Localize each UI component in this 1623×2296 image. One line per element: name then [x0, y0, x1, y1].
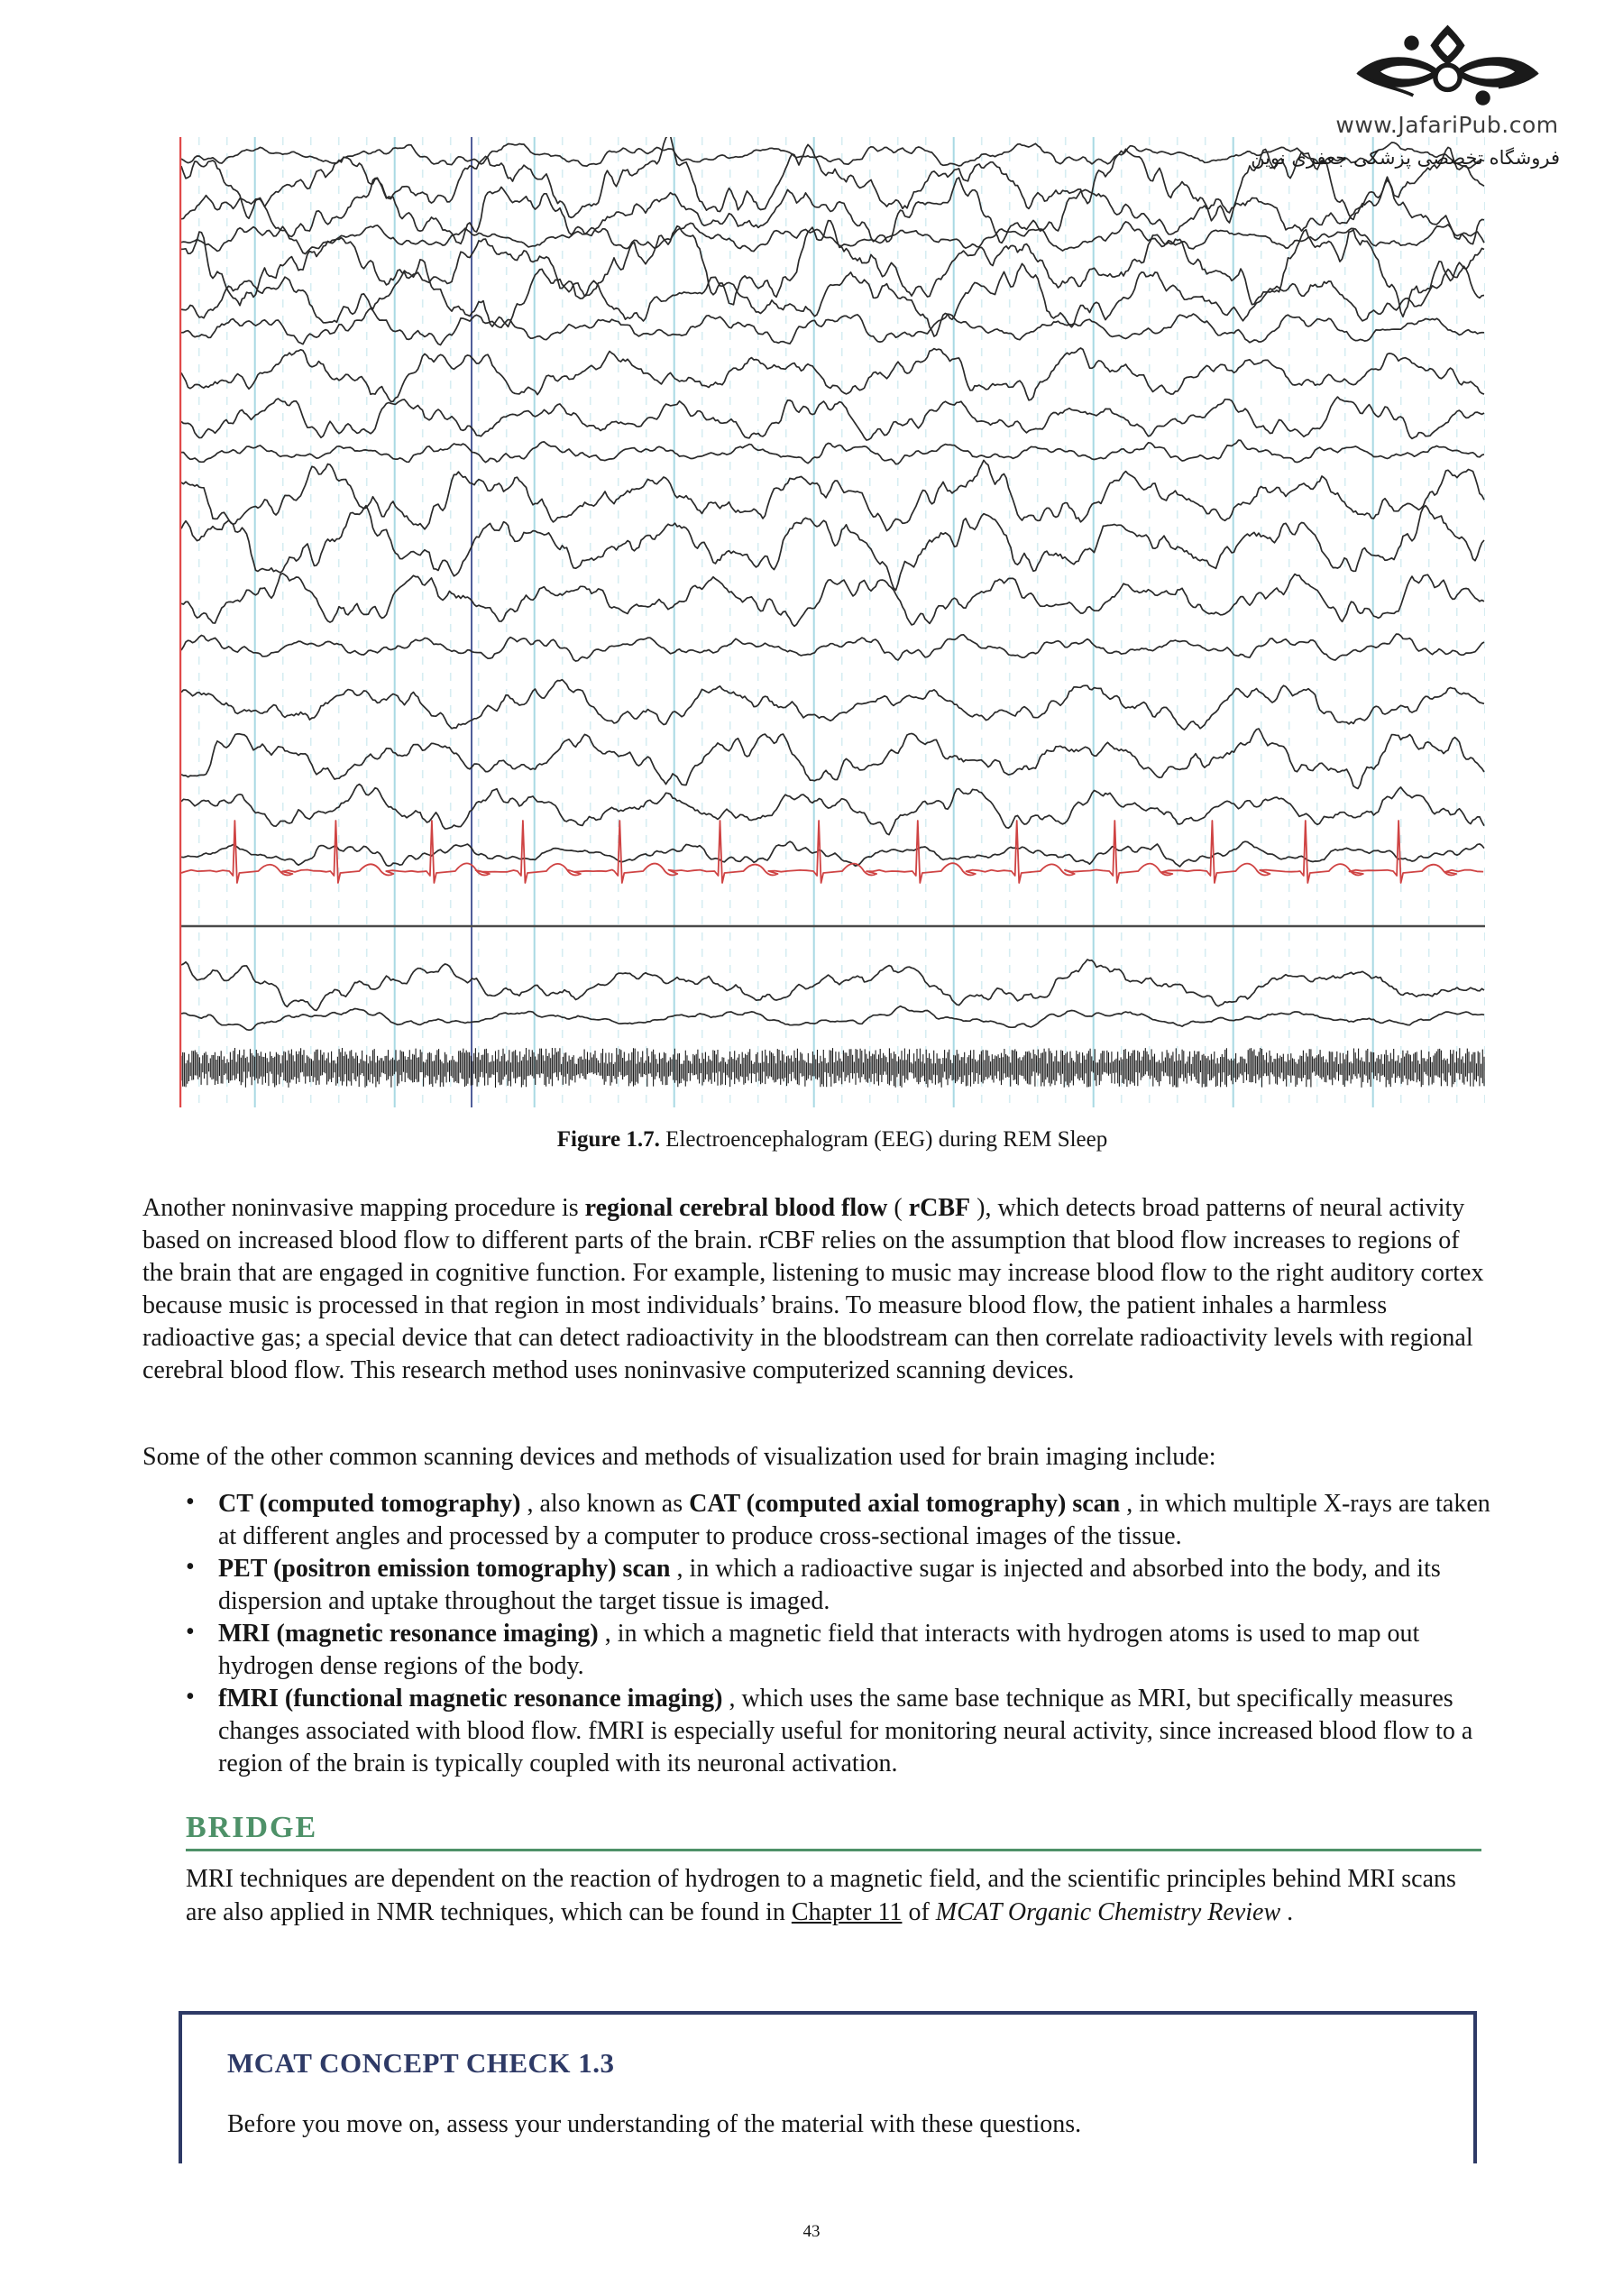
publisher-tagline: فروشگاه تخصصی پزشکی جعفری نوین: [1251, 147, 1560, 169]
jafari-calligraphy-icon: [1346, 22, 1549, 112]
publisher-url[interactable]: www.JafariPub.com: [1335, 112, 1559, 138]
list-item-text: [218, 1685, 1472, 1777]
page-number: 43: [802, 2222, 821, 2241]
text-run: , in which a magnetic field that interacts with hydrogen atoms is used to map out hydrogen dense regions of the body.: [218, 1620, 1420, 1680]
text-run: , in which a radioactive sugar is injected and absorbed into the body, and its dispersion and uptake throughout the target tissue is imaged.: [218, 1555, 1441, 1615]
eeg-figure: [179, 137, 1485, 1107]
bridge-heading: BRIDGE: [186, 1811, 318, 1844]
bridge-rule: [186, 1849, 1481, 1851]
bullet-icon: •: [186, 1618, 195, 1646]
text-run: MRI techniques are dependent on the reaction of hydrogen to a magnetic field, and the scientific principles behind MRI scans are also applied in NMR techniques, which can be found in: [186, 1865, 1456, 1926]
figure-caption-text: Electroencephalogram (EEG) during REM Sleep: [659, 1127, 1108, 1152]
text-run: (: [887, 1194, 909, 1222]
paragraph-scanning-intro: Some of the other common scanning devices and methods of visualization used for brain imaging include:: [142, 1443, 1216, 1471]
bullet-icon: •: [186, 1683, 195, 1711]
list-item-fmri: [179, 1683, 1490, 1780]
text-run: CAT (computed axial tomography) scan: [689, 1490, 1121, 1518]
bridge-text: [186, 1863, 1471, 1929]
bullet-icon: •: [186, 1488, 195, 1516]
trace-eeg-16: [181, 729, 1484, 789]
list-item-text: [218, 1620, 1419, 1680]
text-run: rCBF: [908, 1194, 971, 1222]
concept-check-body: Before you move on, assess your understanding of the material with these questions.: [227, 2110, 1082, 2138]
concept-check-box: [179, 2011, 1477, 2163]
chapter-11-link[interactable]: Chapter 11: [791, 1897, 903, 1926]
list-item-mri: [179, 1618, 1490, 1683]
publisher-logo: [1251, 22, 1560, 169]
eeg-chart: [179, 137, 1485, 1107]
figure-caption: [179, 1127, 1485, 1153]
text-run: , in which multiple X-rays are taken at different angles and processed by a computer to produce cross-sectional images of the tissue.: [218, 1490, 1490, 1550]
text-run: , which uses the same base technique as MRI, but specifically measures changes associated with blood flow. fMRI is especially useful for monitoring neural activity, since increased blood flow to a region of the brain is typically coupled with its neuronal activation.: [218, 1685, 1473, 1777]
text-run: .: [1280, 1897, 1294, 1926]
text-run: MRI (magnetic resonance imaging): [218, 1620, 599, 1648]
text-run: Another noninvasive mapping procedure is: [142, 1194, 585, 1222]
imaging-methods-list: [179, 1488, 1490, 1780]
text-run: regional cerebral blood flow: [584, 1194, 888, 1222]
list-item-ct: [179, 1488, 1490, 1553]
concept-check-title: MCAT CONCEPT CHECK 1.3: [227, 2047, 615, 2079]
text-run: CT (computed tomography): [218, 1490, 521, 1518]
text-run: PET (positron emission tomography) scan: [218, 1555, 671, 1583]
figure-label: Figure 1.7.: [556, 1127, 660, 1152]
text-run: MCAT Organic Chemistry Review: [935, 1897, 1281, 1926]
text-run: fMRI (functional magnetic resonance imaging): [218, 1685, 723, 1713]
bullet-icon: •: [186, 1553, 195, 1581]
paragraph-rcbf: [142, 1192, 1488, 1387]
text-run: , also known as: [520, 1490, 690, 1518]
text-run: ), which detects broad patterns of neural activity based on increased blood flow to different parts of the brain. rCBF relies on the assumption that blood flow increases to regions of the brain that are engaged in cognitive function. For example, listening to music may increase blood flow to the right auditory cortex because music is processed in that region in most individuals’ brains. To measure blood flow, the patient inhales a harmless radioactive gas; a special device that can detect radioactivity in the bloodstream can then correlate radioactivity levels with regional cerebral blood flow. This research method uses noninvasive computerized scanning devices.: [142, 1194, 1484, 1384]
text-run: of: [902, 1897, 936, 1926]
list-item-text: [218, 1555, 1441, 1615]
list-item-text: [218, 1490, 1490, 1550]
list-item-pet: [179, 1553, 1490, 1618]
